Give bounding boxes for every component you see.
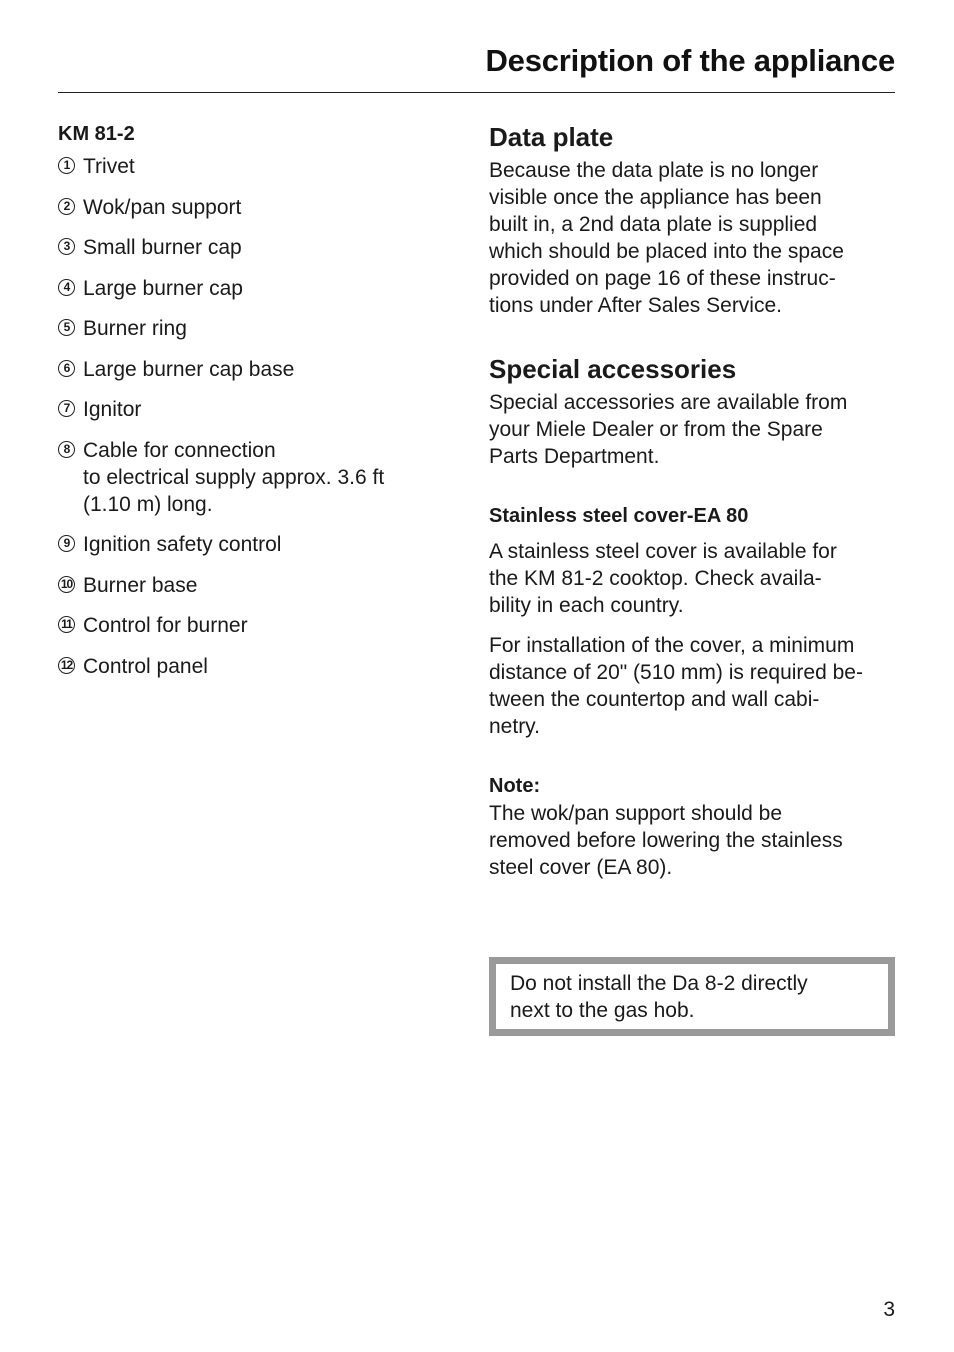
info-column [489,121,899,881]
part-label: Control panel [83,654,208,678]
special-accessories-heading: Special accessories [489,354,737,384]
list-item [58,153,438,180]
part-label: Burner ring [83,317,187,340]
part-number-badge: 2 [58,198,75,215]
cover-installation-text: For installation of the cover, a minimum distance of 20" (510 mm) is required be- tween the countertop and wall cabi- netry. [489,634,863,738]
part-number-badge: 11 [58,616,75,633]
warning-text: Do not install the Da 8-2 directly next to the gas hob. [510,972,808,1022]
parts-list [58,153,438,680]
parts-section [58,121,438,693]
list-item [58,531,438,558]
list-item [58,315,438,342]
part-label: Large burner cap base [83,357,295,381]
warning-box [489,957,895,1036]
part-number-badge: 4 [58,279,75,296]
part-label: Trivet [83,155,135,178]
cover-heading: Stainless steel cover-EA 80 [489,505,749,527]
part-label: Control for burner [83,614,248,637]
list-item [58,356,438,383]
special-accessories-text: Special accessories are available from your Miele Dealer or from the Spare Parts Department. [489,391,848,468]
part-label: Small burner cap [83,236,242,259]
part-number-badge: 8 [58,441,75,458]
list-item [58,396,438,423]
part-label: Ignitor [83,398,142,421]
data-plate-heading: Data plate [489,122,614,152]
list-item [58,612,438,639]
page-title: Description of the appliance [485,43,895,78]
part-number-badge: 7 [58,400,75,417]
list-item [58,653,438,680]
list-item [58,234,438,261]
part-number-badge: 3 [58,238,75,255]
part-number-badge: 10 [58,576,75,593]
list-item [58,275,438,302]
note-text: The wok/pan support should be removed before lowering the stainless steel cover (EA 80). [489,802,843,879]
page-number: 3 [883,1298,895,1321]
part-label: Large burner cap [83,276,243,300]
list-item [58,437,438,518]
note-heading: Note: [489,775,541,797]
data-plate-text: Because the data plate is no longer visible once the appliance has been built in, a 2nd data plate is supplied which should be placed into the space provided on page 16 of these instruc- tions under After Sales Service. [489,159,844,317]
list-item [58,194,438,221]
part-number-badge: 9 [58,535,75,552]
part-number-badge: 1 [58,157,75,174]
part-number-badge: 5 [58,319,75,336]
part-label: Ignition safety control [83,533,282,556]
cover-text: A stainless steel cover is available for the KM 81-2 cooktop. Check availa- bility in each country. [489,540,837,617]
list-item [58,572,438,599]
title-divider [58,92,895,93]
part-label: Cable for connection to electrical supply approx. 3.6 ft (1.10 m) long. [83,438,385,516]
part-label: Wok/pan support [83,195,242,219]
part-number-badge: 6 [58,360,75,377]
part-number-badge: 12 [58,657,75,674]
model-heading: KM 81-2 [58,123,135,145]
part-label: Burner base [83,573,198,597]
